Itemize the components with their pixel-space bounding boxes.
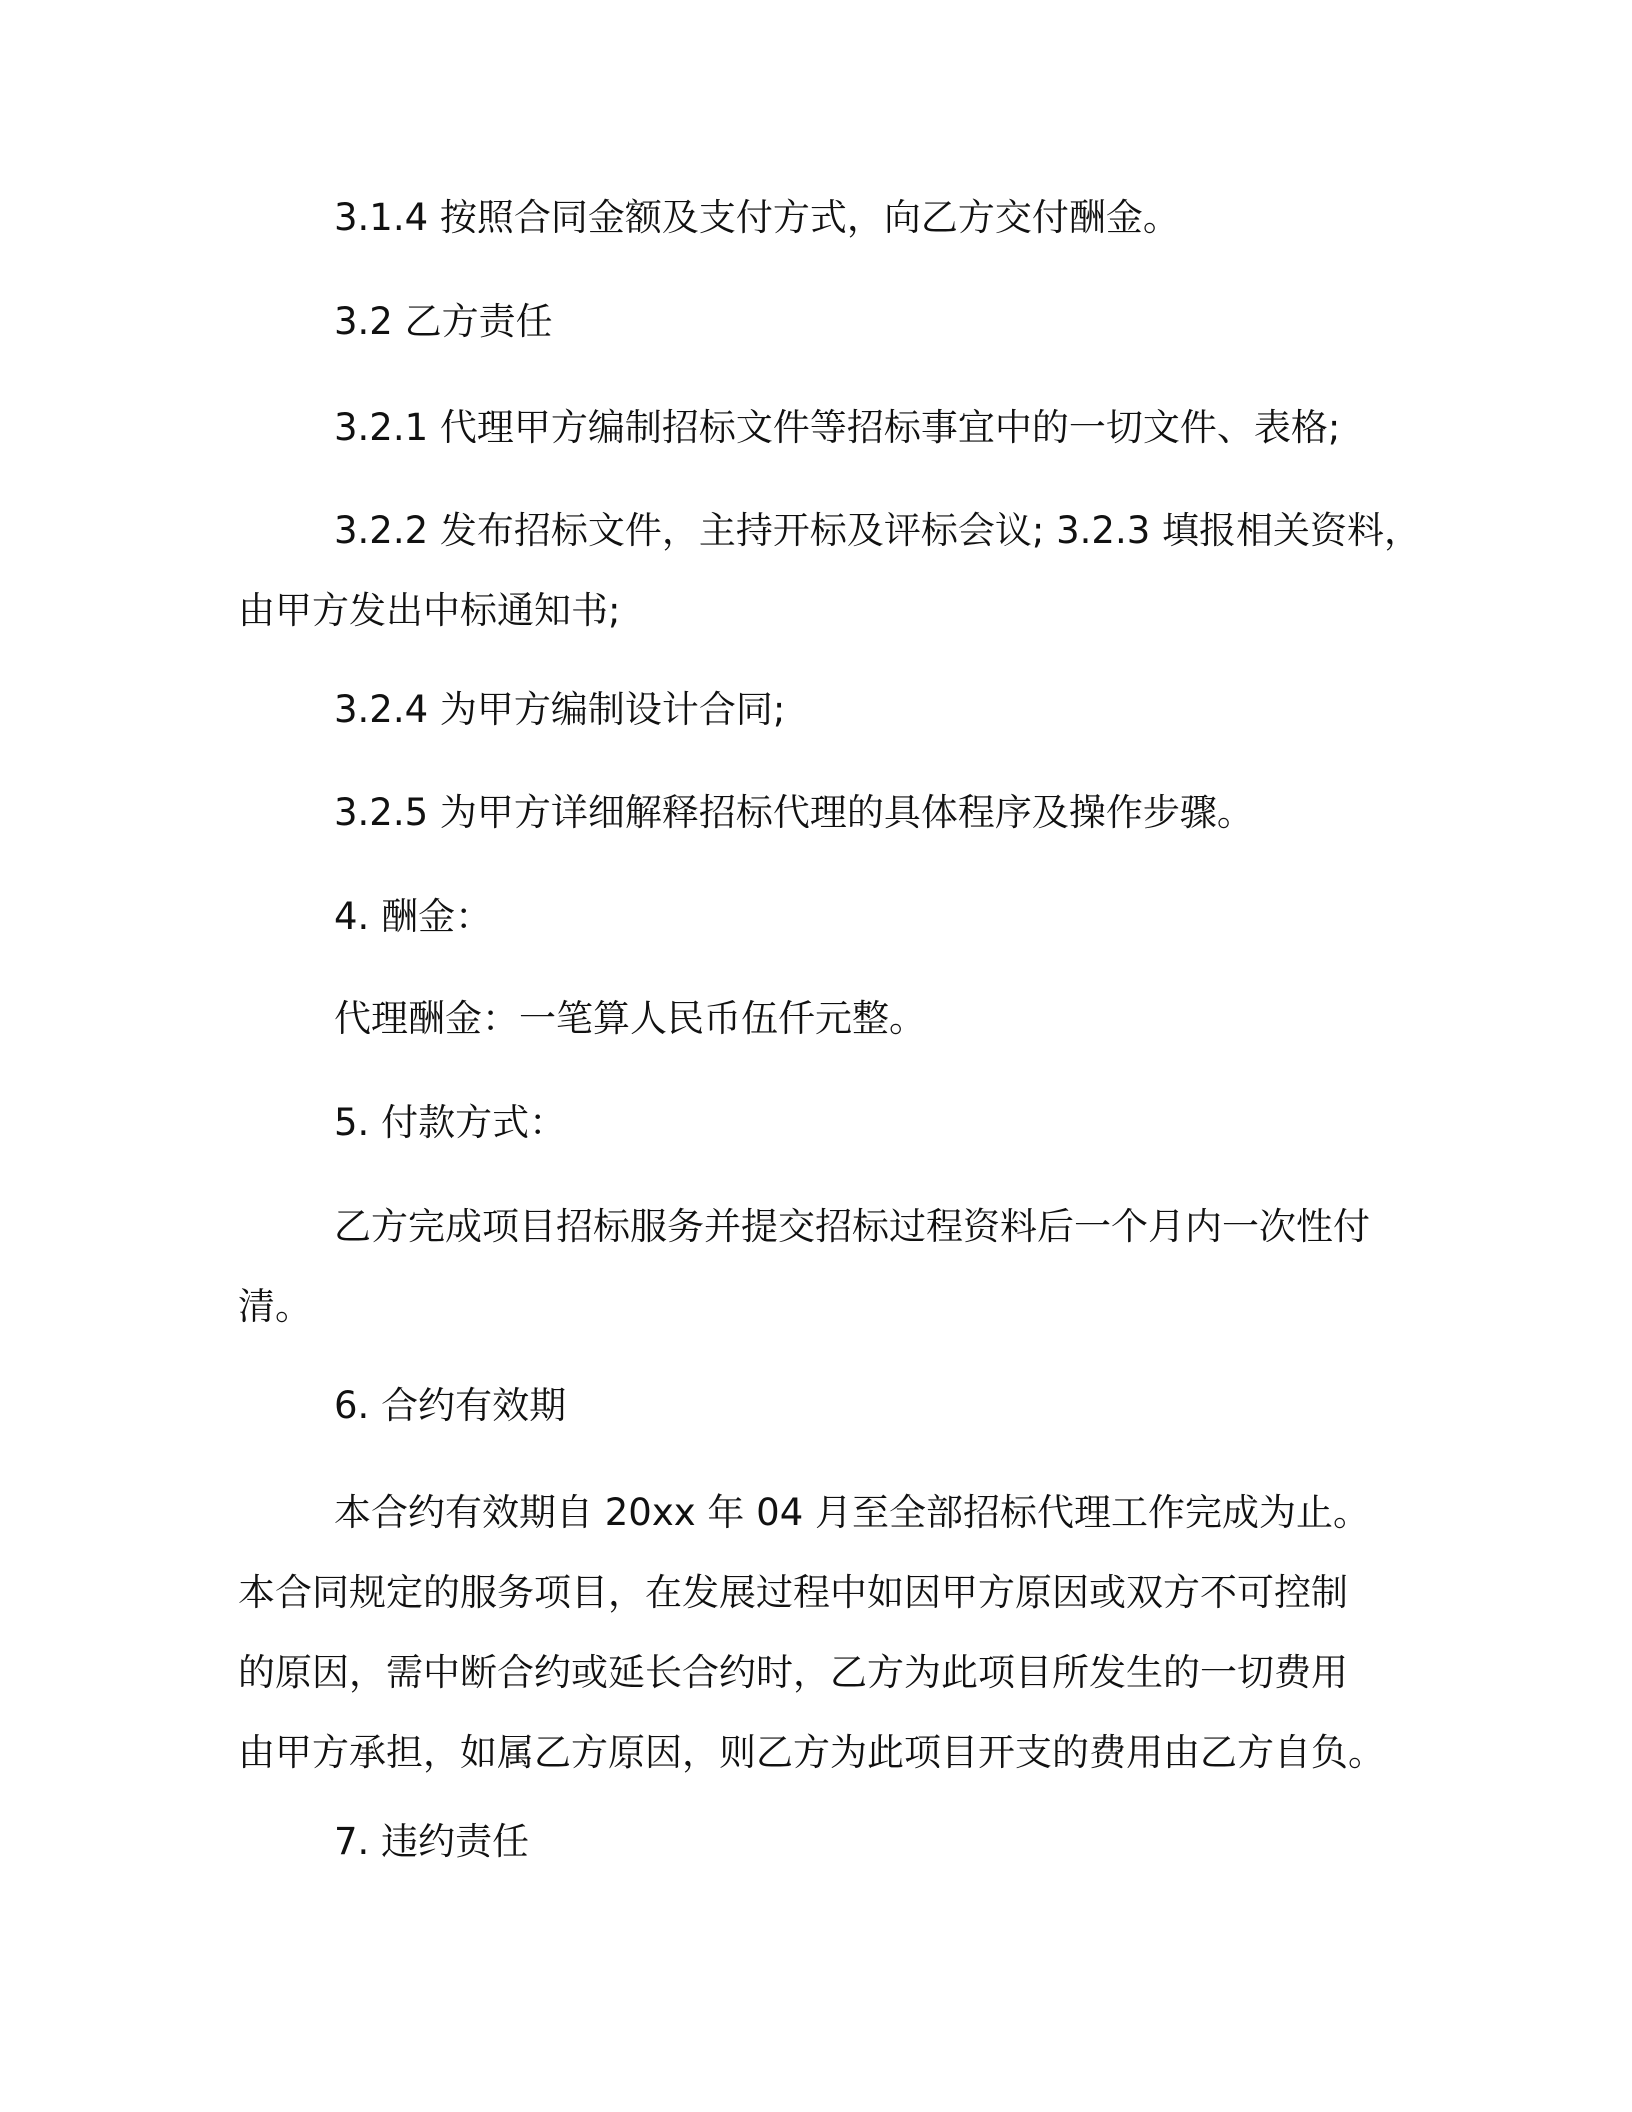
text-line: 5. 付款方式： (334, 1101, 567, 1144)
paragraph-payment (238, 1187, 1398, 1347)
paragraph-3-1-4 (334, 178, 1494, 258)
text-line: 代理酬金：一笔算人民币伍仟元整。 (334, 997, 926, 1040)
text-line: 3.2.5 为甲方详细解释招标代理的具体程序及操作步骤。 (334, 791, 1254, 834)
paragraph-3-2-5 (334, 773, 1494, 853)
paragraph-3-2-4 (334, 670, 1494, 750)
text-line: 乙方完成项目招标服务并提交招标过程资料后一个月内一次性付 (334, 1205, 1370, 1248)
text-line: 3.2.2 发布招标文件，主持开标及评标会议; 3.2.3 填报相关资料， (334, 509, 1422, 552)
text-line: 本合同规定的服务项目，在发展过程中如因甲方原因或双方不可控制 (238, 1571, 1348, 1614)
text-line: 3.2.1 代理甲方编制招标文件等招标事宜中的一切文件、表格; (334, 406, 1341, 449)
paragraph-3-2-1 (334, 388, 1494, 468)
text-line: 由甲方发出中标通知书; (238, 589, 621, 632)
text-line: 7. 违约责任 (334, 1820, 530, 1863)
text-line: 3.1.4 按照合同金额及支付方式，向乙方交付酬金。 (334, 196, 1180, 239)
text-line: 6. 合约有效期 (334, 1384, 567, 1427)
text-line: 清。 (238, 1285, 312, 1328)
text-line: 3.2.4 为甲方编制设计合同; (334, 688, 786, 731)
heading-3-2 (334, 282, 1494, 362)
heading-6 (334, 1366, 1494, 1446)
heading-4 (334, 877, 1494, 957)
heading-5 (334, 1083, 1494, 1163)
paragraph-remuneration (334, 979, 1494, 1059)
text-line: 的原因，需中断合约或延长合约时，乙方为此项目所发生的一切费用 (238, 1651, 1348, 1694)
text-line: 由甲方承担，如属乙方原因，则乙方为此项目开支的费用由乙方自负。 (238, 1731, 1385, 1774)
text-line: 3.2 乙方责任 (334, 300, 553, 343)
text-line: 4. 酬金： (334, 895, 493, 938)
text-line: 本合约有效期自 20xx 年 04 月至全部招标代理工作完成为止。 (334, 1491, 1370, 1534)
paragraph-3-2-2 (238, 491, 1422, 651)
heading-7 (334, 1802, 1494, 1882)
paragraph-validity (238, 1473, 1398, 1793)
